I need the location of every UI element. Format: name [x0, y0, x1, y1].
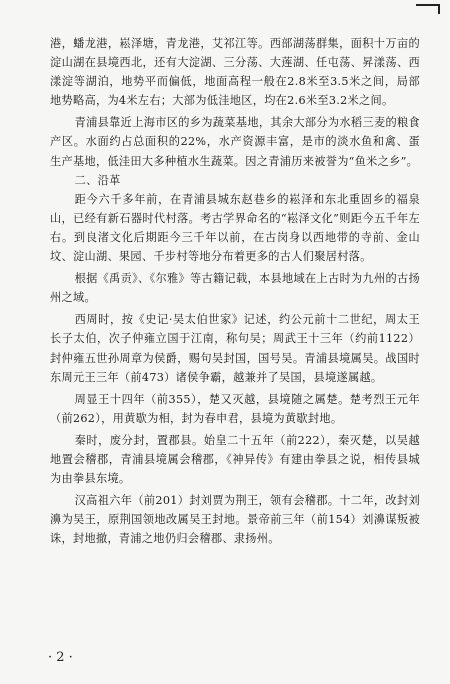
- section-heading: 二、沿革: [74, 173, 121, 187]
- paragraph: 周显王十四年（前355），楚又灭越，县境随之属楚。楚考烈王元年（前262），用黄歇为相，封为春申君，县境为黄歇封地。: [50, 392, 420, 425]
- body-text: [50, 34, 420, 548]
- paragraph: 秦时，废分封，置郡县。始皇二十五年（前222），秦灭楚，以吴越地置会稽郡，青浦县境属会稽郡，《神异传》有建由拳县之说，相传县城为由拳县东境。: [50, 433, 420, 486]
- paragraph: 距今六千多年前，在青浦县城东赵巷乡的崧泽和东北重固乡的福泉山，已经有新石器时代村落。考古学界命名的“崧泽文化”则距今五千年左右。到良渚文化后期距今三千年以前，在古岗身以西地带的寺前、金山坟、淀山湖、果园、千步村等地分布着更多的古人们聚居村落。: [50, 192, 420, 264]
- page-number: · 2 ·: [48, 650, 73, 665]
- paragraph: 汉高祖六年（前201）封刘贾为荆王，领有会稽郡。十二年，改封刘濞为吴王，原荆国领地改属吴王封地。景帝前三年（前154）刘濞谋叛被诛，封地撤，青浦之地仍归会稽郡、隶扬州。: [50, 494, 420, 546]
- paragraph: 青浦县靠近上海市区的乡为蔬菜基地，其余大部分为水稻三麦的粮食产区。水面约占总面积的22%，水产资源丰富，是市的淡水鱼和禽、蛋生产基地，低洼田大多种植水生蔬菜。因之青浦历来被誉为“鱼米之乡”。: [50, 116, 420, 168]
- corner-mark: [416, 4, 440, 14]
- paragraph: 根据《禹贡》、《尔雅》等古籍记载，本县地域在上古时为九州的古扬州之域。: [50, 272, 420, 305]
- paragraph: 西周时，按《史记·吴太伯世家》记述，约公元前十二世纪，周太王长子太伯，次子仲雍立国于江南，称句吴；周武王十三年（约前1122）封仲雍五世孙周章为侯爵，赐句吴封国，国号吴。青浦县境属吴。战国时东周元王三年（前473）诸侯争霸，越兼并了吴国，县境遂属越。: [50, 313, 420, 384]
- paragraph: 港，蟠龙港，崧泽塘，青龙港，艾祁江等。西部湖荡群集，面积十万亩的淀山湖在县境西北，还有大淀湖、三分荡、大莲湖、任屯荡、昇漾荡、西漾淀等湖泊，地势平而偏低，地面高程一般在2.8米至3.5米之间，局部地势略高，为4米左右；大部为低洼地区，均在2.6米至3.2米之间。: [50, 37, 420, 108]
